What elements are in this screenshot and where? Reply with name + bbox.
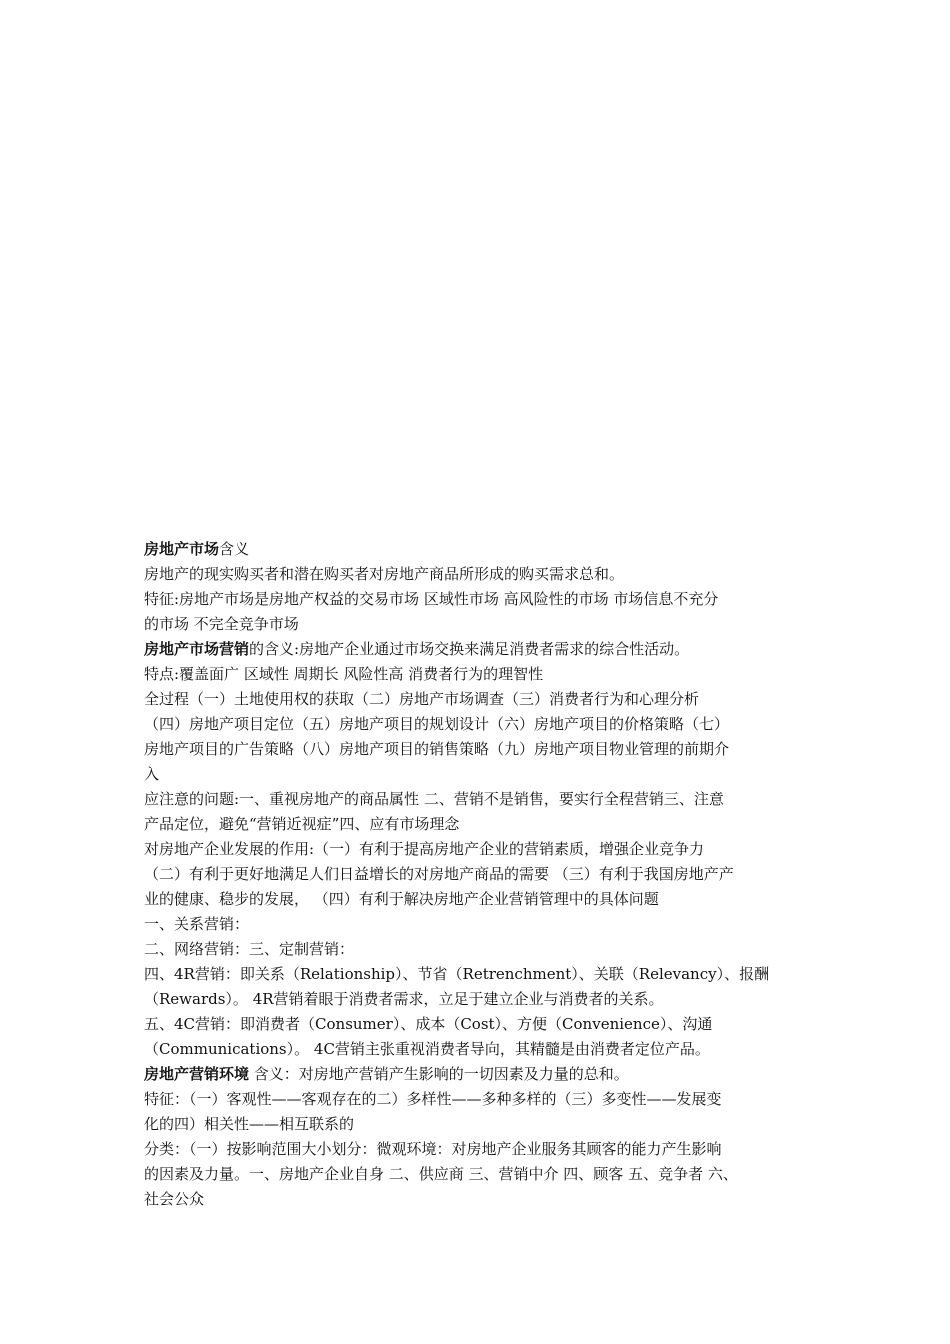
line-text: （Communications）。 4C营销主张重视消费者导向，其精髓是由消费者定位产品。 (144, 1040, 710, 1058)
line-text: 四、4R营销：即关系（Relationship）、节省（Retrenchment）、关联（Relevancy）、报酬 (144, 965, 770, 983)
text-line (144, 687, 824, 712)
line-text: 社会公众 (144, 1190, 205, 1208)
line-text: 一、关系营销： (144, 915, 250, 933)
text-line (144, 937, 824, 962)
line-text: 产品定位，避免“营销近视症”四、应有市场理念 (144, 815, 460, 833)
line-text: 特点:覆盖面广 区域性 周期长 风险性高 消费者行为的理智性 (144, 665, 544, 683)
document-body (144, 537, 824, 1212)
line-text: （二）有利于更好地满足人们日益增长的对房地产商品的需要 （三）有利于我国房地产产 (144, 865, 734, 883)
text-line (144, 862, 824, 887)
line-text: 含义 (219, 540, 250, 558)
text-line (144, 737, 824, 762)
text-line (144, 962, 824, 987)
line-text: 五、4C营销：即消费者（Consumer）、成本（Cost）、方便（Convenience）、沟通 (144, 1015, 713, 1033)
text-line (144, 912, 824, 937)
text-line (144, 1087, 824, 1112)
text-line (144, 762, 824, 787)
line-text: 化的四）相关性——相互联系的 (144, 1115, 355, 1133)
line-text: 含义：对房地产营销产生影响的一切因素及力量的总和。 (249, 1065, 629, 1083)
text-line (144, 1187, 824, 1212)
line-text: 全过程（一）土地使用权的获取（二）房地产市场调查（三）消费者行为和心理分析 (144, 690, 700, 708)
heading-bold: 房地产市场 (144, 540, 220, 558)
line-text: （Rewards）。 4R营销着眼于消费者需求，立足于建立企业与消费者的关系。 (144, 990, 664, 1008)
line-text: 二、网络营销：三、定制营销： (144, 940, 355, 958)
line-text: （四）房地产项目定位（五）房地产项目的规划设计（六）房地产项目的价格策略（七） (144, 715, 730, 733)
text-line (144, 837, 824, 862)
heading-bold: 房地产市场营销 (144, 640, 250, 658)
line-text: 业的健康、稳步的发展， （四）有利于解决房地产企业营销管理中的具体问题 (144, 890, 659, 908)
text-line (144, 1162, 824, 1187)
text-line (144, 887, 824, 912)
text-line (144, 637, 824, 662)
text-line (144, 1112, 824, 1137)
text-line (144, 537, 824, 562)
line-text: 的市场 不完全竞争市场 (144, 615, 299, 633)
text-line (144, 612, 824, 637)
heading-bold: 房地产营销环境 (144, 1065, 250, 1083)
line-text: 房地产的现实购买者和潜在购买者对房地产商品所形成的购买需求总和。 (144, 565, 625, 583)
line-text: 特征:房地产市场是房地产权益的交易市场 区域性市场 高风险性的市场 市场信息不充分 (144, 590, 719, 608)
line-text: 特征：（一）客观性——客观存在的二）多样性——多种多样的（三）多变性——发展变 (144, 1090, 722, 1108)
text-line (144, 787, 824, 812)
line-text: 对房地产企业发展的作用:（一）有利于提高房地产企业的营销素质，增强企业竞争力 (144, 840, 705, 858)
text-line (144, 662, 824, 687)
line-text: 应注意的问题:一、重视房地产的商品属性 二、营销不是销售，要实行全程营销三、注意 (144, 790, 724, 808)
text-line (144, 987, 824, 1012)
line-text: 房地产项目的广告策略（八）房地产项目的销售策略（九）房地产项目物业管理的前期介 (144, 740, 730, 758)
text-line (144, 587, 824, 612)
line-text: 的因素及力量。一、房地产企业自身 二、供应商 三、营销中介 四、顾客 五、竞争者 六、 (144, 1165, 738, 1183)
line-text: 的含义:房地产企业通过市场交换来满足消费者需求的综合性活动。 (249, 640, 690, 658)
text-line (144, 812, 824, 837)
text-line (144, 1137, 824, 1162)
text-line (144, 562, 824, 587)
text-line (144, 712, 824, 737)
text-line (144, 1012, 824, 1037)
text-line (144, 1037, 824, 1062)
text-line (144, 1062, 824, 1087)
line-text: 分类：（一）按影响范围大小划分：微观环境：对房地产企业服务其顾客的能力产生影响 (144, 1140, 722, 1158)
line-text: 入 (144, 765, 160, 783)
